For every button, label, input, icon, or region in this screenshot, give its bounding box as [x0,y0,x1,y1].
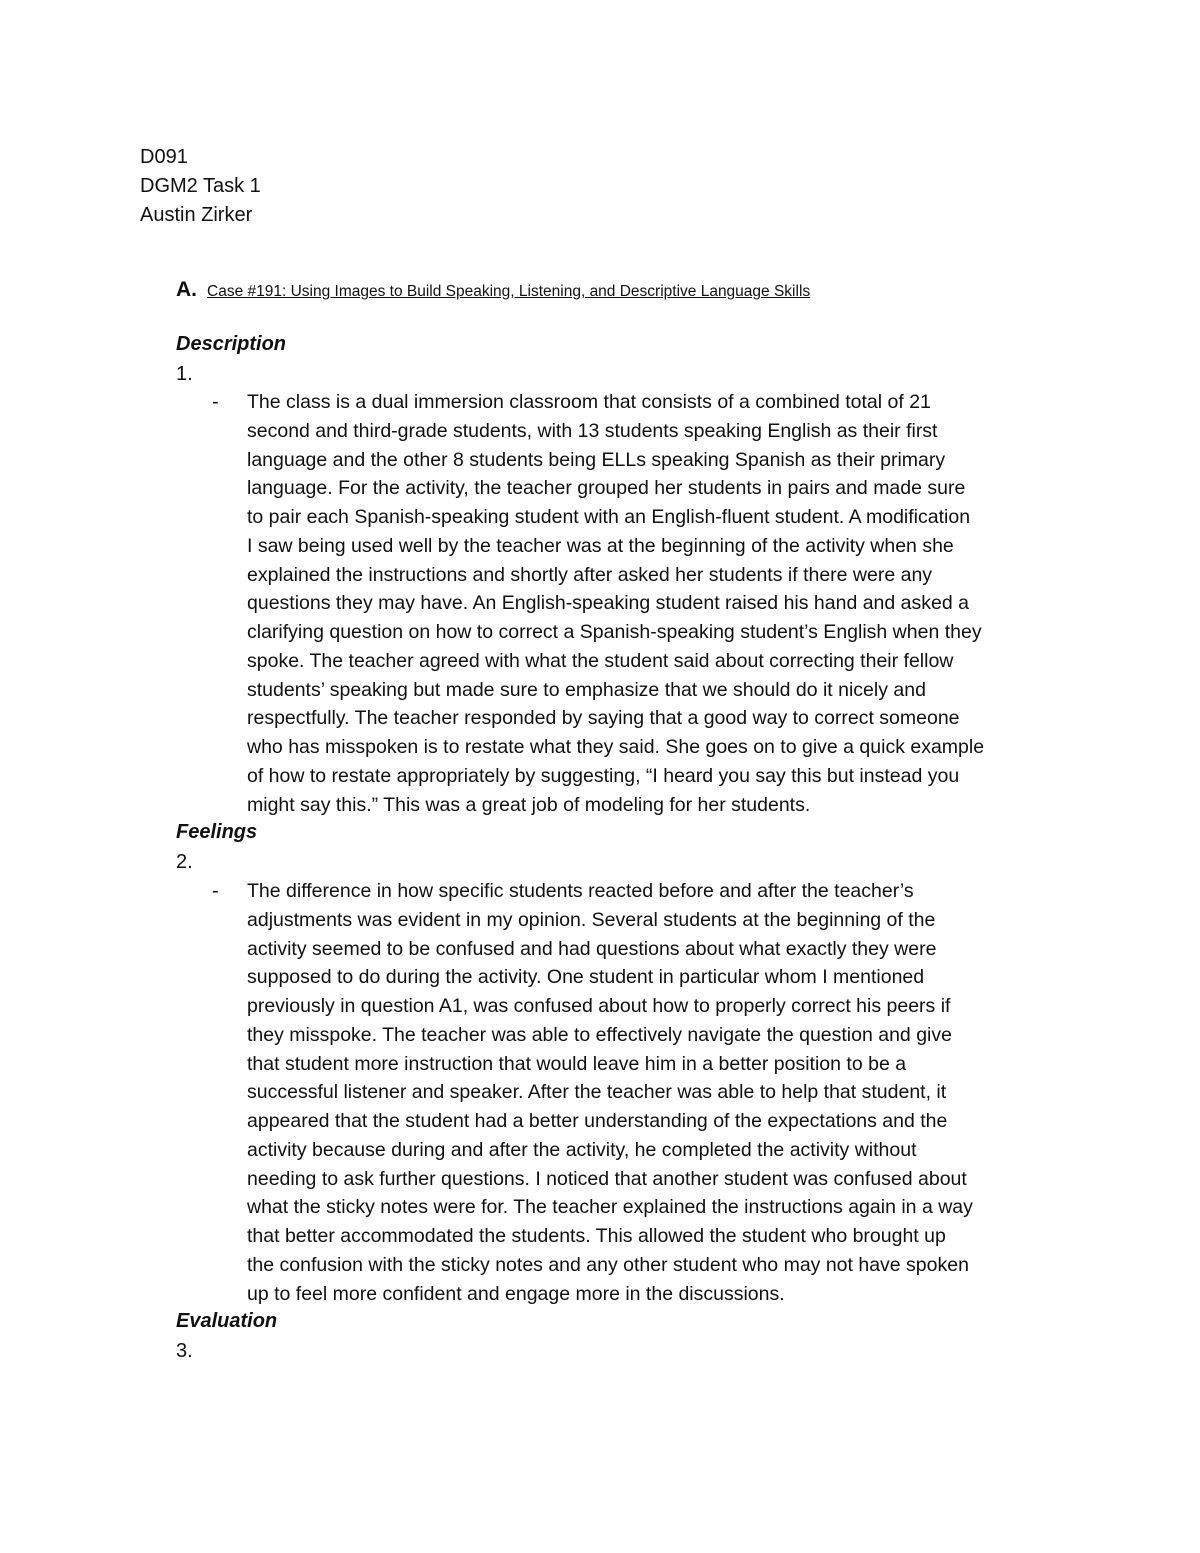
paragraph-line: who has misspoken is to restate what they said. She goes on to give a quick example [247,736,985,758]
paragraph-line: that better accommodated the students. This allowed the student who brought up [247,1225,946,1247]
description-heading: Description [176,333,287,355]
paragraph-line: appeared that the student had a better understanding of the expectations and the [247,1110,948,1132]
feelings-bullet: - [212,880,219,902]
paragraph-line: adjustments was evident in my opinion. Several students at the beginning of the [247,908,936,931]
paragraph-line: might say this.” This was a great job of modeling for her students. [247,793,811,816]
section-letter: A. [176,278,197,301]
paragraph-line: language and the other 8 students being ELLs speaking Spanish as their primary [247,448,946,471]
paragraph-line: they misspoke. The teacher was able to effectively navigate the question and give [247,1023,952,1046]
paragraph-line: of how to restate appropriately by suggesting, “I heard you say this but instead you [247,764,960,787]
case-title: Case #191: Using Images to Build Speaking, Listening, and Descriptive Language Skills [207,283,811,300]
evaluation-number: 3. [176,1340,193,1362]
paragraph-line: to pair each Spanish-speaking student with an English-fluent student. A modification [247,506,971,528]
paragraph-line: questions they may have. An English-speaking student raised his hand and asked a [247,592,969,615]
paragraph-line: respectfully. The teacher responded by saying that a good way to correct someone [247,707,960,730]
paragraph-line: spoke. The teacher agreed with what the student said about correcting their fellow [247,649,954,672]
paragraph-line: up to feel more confident and engage more in the discussions. [247,1282,785,1305]
paragraph-line: explained the instructions and shortly after asked her students if there were any [247,563,933,586]
author-name: Austin Zirker [140,204,253,226]
feelings-heading: Feelings [176,821,258,843]
paragraph-line: The difference in how specific students reacted before and after the teacher’s [247,880,914,902]
paragraph-line: that student more instruction that would leave him in a better position to be a [247,1052,907,1075]
feelings-paragraph [247,877,1077,1308]
evaluation-heading: Evaluation [176,1310,278,1332]
paragraph-line: supposed to do during the activity. One student in particular whom I mentioned [247,966,925,989]
task-title: DGM2 Task 1 [140,175,261,197]
paragraph-line: language. For the activity, the teacher grouped her students in pairs and made sure [247,477,966,500]
paragraph-line: the confusion with the sticky notes and any other student who may not have spoken [247,1253,969,1276]
paragraph-line: successful listener and speaker. After the teacher was able to help that student, it [247,1081,947,1104]
paragraph-line: I saw being used well by the teacher was at the beginning of the activity when she [247,534,954,557]
paragraph-line: what the sticky notes were for. The teacher explained the instructions again in a way [247,1196,973,1219]
paragraph-line: activity because during and after the activity, he completed the activity without [247,1138,917,1161]
paragraph-line: The class is a dual immersion classroom that consists of a combined total of 21 [247,391,931,413]
section-a-heading [176,278,810,302]
description-number: 1. [176,363,193,385]
description-paragraph [247,388,1077,819]
paragraph-line: activity seemed to be confused and had questions about what exactly they were [247,937,937,960]
description-bullet: - [212,391,219,413]
paragraph-line: needing to ask further questions. I noticed that another student was confused about [247,1167,967,1190]
paragraph-line: students’ speaking but made sure to emphasize that we should do it nicely and [247,678,926,701]
paragraph-line: clarifying question on how to correct a Spanish-speaking student’s English when they [247,621,982,643]
feelings-number: 2. [176,851,193,873]
course-code: D091 [140,146,188,168]
paragraph-line: second and third-grade students, with 13 students speaking English as their first [247,419,938,442]
paragraph-line: previously in question A1, was confused about how to properly correct his peers if [247,995,951,1017]
